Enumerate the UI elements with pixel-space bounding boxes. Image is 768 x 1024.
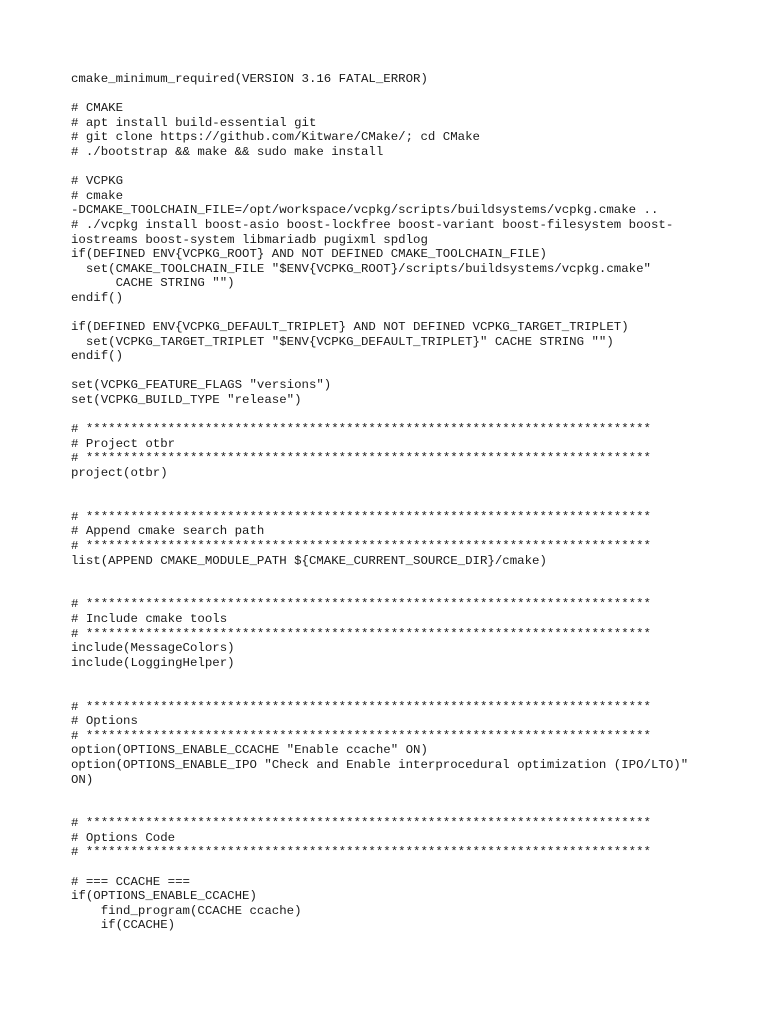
blank-line (71, 802, 688, 817)
code-line: # ./vcpkg install boost-asio boost-lockfree boost-variant boost-filesystem boost- (71, 217, 674, 232)
code-line: # Append cmake search path (71, 524, 265, 539)
code-line: # **************************************************************************** (71, 597, 651, 612)
code-line: # git clone https://github.com/Kitware/CMake/; cd CMake (71, 130, 480, 145)
blank-line (71, 306, 688, 321)
blank-line (71, 408, 688, 423)
blank-line (71, 87, 688, 102)
code-line: # Options (71, 714, 138, 729)
code-line: ON) (71, 772, 94, 787)
code-line: set(VCPKG_FEATURE_FLAGS "versions") (71, 378, 332, 393)
code-line: # apt install build-essential git (71, 115, 317, 130)
code-line: # **************************************************************************** (71, 845, 651, 860)
code-line: include(LoggingHelper) (71, 655, 235, 670)
code-line: find_program(CCACHE ccache) (71, 903, 302, 918)
code-line: include(MessageColors) (71, 641, 235, 656)
code-line: -DCMAKE_TOOLCHAIN_FILE=/opt/workspace/vcpkg/scripts/buildsystems/vcpkg.cmake .. (71, 203, 659, 218)
code-line: # === CCACHE === (71, 874, 190, 889)
code-line: # cmake (71, 188, 124, 203)
code-line: # **************************************************************************** (71, 699, 651, 714)
code-line: set(VCPKG_BUILD_TYPE "release") (71, 393, 302, 408)
code-line: # Options Code (71, 830, 176, 845)
code-line: option(OPTIONS_ENABLE_IPO "Check and Enable interprocedural optimization (IPO/LTO)" (71, 757, 689, 772)
code-line: iostreams boost-system libmariadb pugixml spdlog (71, 232, 428, 247)
code-line: # **************************************************************************** (71, 728, 651, 743)
blank-line (71, 670, 688, 685)
blank-line (71, 495, 688, 510)
code-line: set(VCPKG_TARGET_TRIPLET "$ENV{VCPKG_DEFAULT_TRIPLET}" CACHE STRING "") (71, 334, 614, 349)
code-line: # Include cmake tools (71, 611, 228, 626)
code-line: option(OPTIONS_ENABLE_CCACHE "Enable ccache" ON) (71, 743, 428, 758)
code-line: if(DEFINED ENV{VCPKG_DEFAULT_TRIPLET} AND NOT DEFINED VCPKG_TARGET_TRIPLET) (71, 320, 629, 335)
code-line: # ./bootstrap && make && sudo make install (71, 144, 384, 159)
code-line: if(CCACHE) (71, 918, 176, 933)
code-line: # VCPKG (71, 174, 124, 189)
blank-line (71, 481, 688, 496)
code-line: # CMAKE (71, 101, 124, 116)
code-line: project(otbr) (71, 466, 168, 481)
code-line: list(APPEND CMAKE_MODULE_PATH ${CMAKE_CURRENT_SOURCE_DIR}/cmake) (71, 553, 547, 568)
code-line: # **************************************************************************** (71, 509, 651, 524)
blank-line (71, 787, 688, 802)
code-line: # Project otbr (71, 436, 176, 451)
code-line: # **************************************************************************** (71, 816, 651, 831)
blank-line (71, 568, 688, 583)
blank-line (71, 160, 688, 175)
code-line: set(CMAKE_TOOLCHAIN_FILE "$ENV{VCPKG_ROOT}/scripts/buildsystems/vcpkg.cmake" (71, 261, 651, 276)
code-line: endif() (71, 290, 124, 305)
code-line: if(DEFINED ENV{VCPKG_ROOT} AND NOT DEFINED CMAKE_TOOLCHAIN_FILE) (71, 247, 547, 262)
code-line: # **************************************************************************** (71, 626, 651, 641)
blank-line (71, 364, 688, 379)
blank-line (71, 685, 688, 700)
cmake-source-listing (71, 72, 688, 933)
code-line: cmake_minimum_required(VERSION 3.16 FATAL_ERROR) (71, 72, 428, 86)
code-line: CACHE STRING "") (71, 276, 235, 291)
code-line: endif() (71, 349, 124, 364)
blank-line (71, 583, 688, 598)
code-line: # **************************************************************************** (71, 451, 651, 466)
code-line: # **************************************************************************** (71, 539, 651, 553)
blank-line (71, 860, 688, 875)
code-line: if(OPTIONS_ENABLE_CCACHE) (71, 889, 257, 904)
code-line: # **************************************************************************** (71, 422, 651, 437)
